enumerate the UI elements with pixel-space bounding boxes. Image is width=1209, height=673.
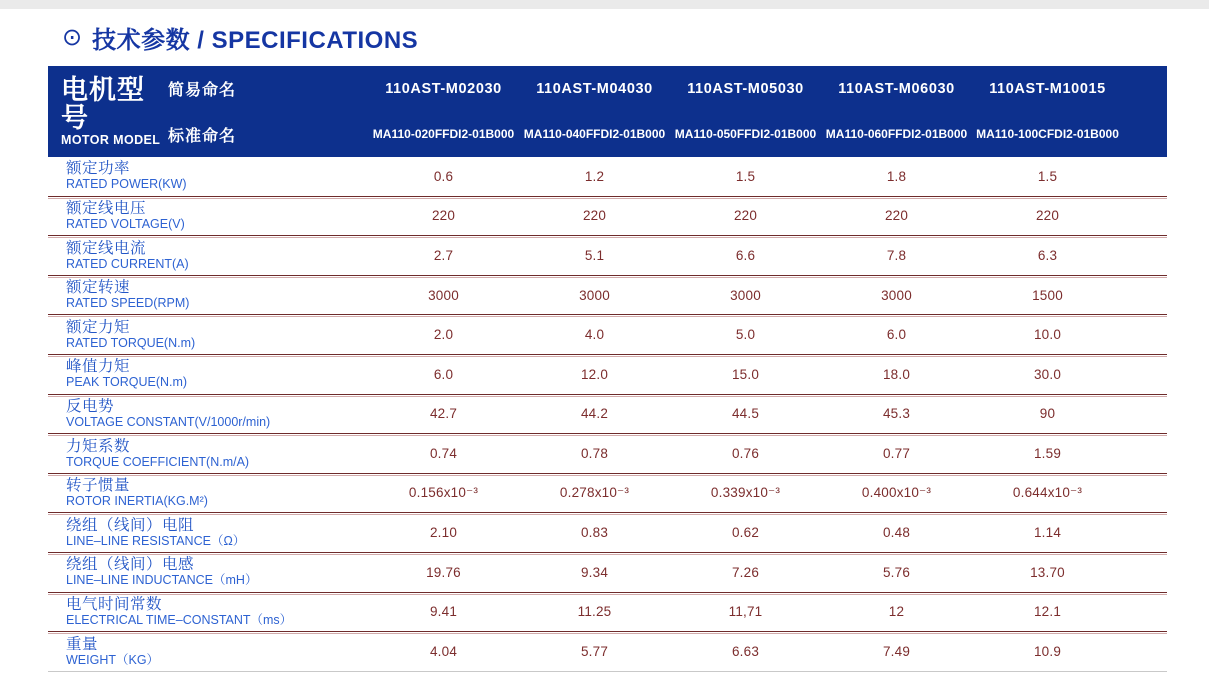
cell-value: 6.6 bbox=[735, 247, 756, 263]
cell-value: 0.48 bbox=[882, 525, 911, 541]
param-name-cn: 额定功率 bbox=[66, 160, 131, 178]
table-row-rotor-inertia bbox=[48, 474, 1167, 514]
cell-value: 7.49 bbox=[882, 643, 911, 659]
cell-value: 0.77 bbox=[882, 445, 911, 461]
table-row-line-inductance bbox=[48, 553, 1167, 593]
cell-value: 5.1 bbox=[584, 247, 605, 263]
model-standard-name: MA110-100CFDI2-01B000 bbox=[976, 127, 1119, 142]
row-label bbox=[48, 477, 368, 509]
table-row-torque-coefficient bbox=[48, 434, 1167, 474]
model-simple-name: 110AST-M10015 bbox=[989, 80, 1106, 97]
param-name-en: VOLTAGE CONSTANT(V/1000r/min) bbox=[66, 415, 271, 429]
param-name-cn: 峰值力矩 bbox=[66, 358, 131, 376]
cell-value: 5.0 bbox=[735, 327, 756, 343]
cell-value: 12.1 bbox=[1033, 604, 1062, 620]
row-label bbox=[48, 200, 368, 232]
cell-value: 220 bbox=[582, 208, 607, 224]
cell-value: 1.5 bbox=[1037, 168, 1058, 184]
param-name-cn: 电气时间常数 bbox=[66, 595, 163, 613]
table-row-rated-current bbox=[48, 236, 1167, 276]
motor-model-header-cell bbox=[48, 66, 168, 157]
cell-value: 6.0 bbox=[886, 327, 907, 343]
param-name-en: RATED CURRENT(A) bbox=[66, 256, 189, 271]
model-simple-name: 110AST-M02030 bbox=[385, 80, 502, 97]
model-standard-name: MA110-060FFDI2-01B000 bbox=[825, 127, 968, 142]
cell-value: 3000 bbox=[428, 287, 459, 303]
model-standard-name: MA110-020FFDI2-01B000 bbox=[372, 127, 515, 142]
cell-value: 220 bbox=[884, 208, 909, 224]
motor-model-label-en: MOTOR MODEL bbox=[61, 133, 161, 148]
row-label bbox=[48, 279, 368, 311]
cell-value: 2.0 bbox=[433, 327, 454, 343]
cell-value: 2.10 bbox=[429, 525, 458, 541]
table-row-line-resistance bbox=[48, 513, 1167, 553]
page-title: 技术参数 / SPECIFICATIONS bbox=[92, 27, 419, 54]
model-standard-name: MA110-050FFDI2-01B000 bbox=[674, 127, 817, 142]
cell-value: 42.7 bbox=[429, 406, 458, 422]
param-name-cn: 额定线电压 bbox=[66, 199, 147, 217]
cell-value: 0.6 bbox=[433, 168, 454, 184]
row-label bbox=[48, 319, 368, 351]
cell-value: 0.76 bbox=[731, 445, 760, 461]
table-row-electrical-time-constant bbox=[48, 593, 1167, 633]
table-row-weight bbox=[48, 632, 1167, 672]
cell-value: 5.77 bbox=[580, 643, 609, 659]
table-header bbox=[48, 66, 1167, 157]
param-name-cn: 重量 bbox=[66, 635, 99, 653]
cell-value: 6.3 bbox=[1037, 247, 1058, 263]
cell-value: 0.156x10⁻³ bbox=[408, 485, 479, 501]
cell-value: 18.0 bbox=[882, 366, 911, 382]
cell-value: 0.74 bbox=[429, 445, 458, 461]
table-row-voltage-constant bbox=[48, 395, 1167, 435]
cell-value: 0.78 bbox=[580, 445, 609, 461]
param-name-en: PEAK TORQUE(N.m) bbox=[66, 375, 188, 390]
param-name-cn: 力矩系数 bbox=[66, 437, 131, 455]
param-name-cn: 额定转速 bbox=[66, 279, 131, 297]
table-row-rated-speed bbox=[48, 276, 1167, 316]
param-name-cn: 绕组（线间）电阻 bbox=[66, 516, 195, 534]
row-label bbox=[48, 240, 368, 272]
param-name-en: RATED VOLTAGE(V) bbox=[66, 217, 185, 232]
cell-value: 19.76 bbox=[426, 564, 461, 580]
row-label bbox=[48, 636, 368, 668]
cell-value: 0.339x10⁻³ bbox=[710, 485, 781, 501]
cell-value: 1.8 bbox=[886, 168, 907, 184]
cell-value: 15.0 bbox=[731, 366, 760, 382]
row-label bbox=[48, 556, 368, 588]
param-name-cn: 额定力矩 bbox=[66, 318, 131, 336]
cell-value: 12.0 bbox=[580, 366, 609, 382]
cell-value: 90 bbox=[1039, 406, 1056, 422]
row-label bbox=[48, 160, 368, 192]
cell-value: 9.34 bbox=[580, 564, 609, 580]
param-name-en: LINE–LINE RESISTANCE（Ω） bbox=[66, 533, 246, 548]
row-label bbox=[48, 438, 368, 470]
cell-value: 1.2 bbox=[584, 168, 605, 184]
cell-value: 45.3 bbox=[882, 406, 911, 422]
cell-value: 0.83 bbox=[580, 525, 609, 541]
bullseye-icon: ⊙ bbox=[62, 23, 83, 51]
model-simple-name: 110AST-M06030 bbox=[838, 80, 955, 97]
cell-value: 1.5 bbox=[735, 168, 756, 184]
table-row-rated-power bbox=[48, 157, 1167, 197]
cell-value: 7.8 bbox=[886, 247, 907, 263]
param-name-en: RATED TORQUE(N.m) bbox=[66, 335, 196, 350]
param-name-en: RATED SPEED(RPM) bbox=[66, 296, 190, 311]
param-name-en: ROTOR INERTIA(KG.M²) bbox=[66, 494, 208, 509]
cell-value: 11,71 bbox=[728, 604, 763, 620]
param-name-cn: 绕组（线间）电感 bbox=[66, 556, 195, 574]
param-name-cn: 额定线电流 bbox=[66, 239, 147, 257]
table-row-rated-voltage bbox=[48, 197, 1167, 237]
cell-value: 220 bbox=[733, 208, 758, 224]
cell-value: 0.278x10⁻³ bbox=[559, 485, 630, 501]
cell-value: 10.0 bbox=[1033, 327, 1062, 343]
cell-value: 220 bbox=[431, 208, 456, 224]
model-simple-name: 110AST-M04030 bbox=[536, 80, 653, 97]
param-name-cn: 反电势 bbox=[66, 397, 115, 415]
param-name-en: WEIGHT（KG） bbox=[66, 652, 160, 667]
cell-value: 30.0 bbox=[1033, 366, 1062, 382]
model-simple-name: 110AST-M05030 bbox=[687, 80, 804, 97]
param-name-cn: 转子惯量 bbox=[66, 477, 131, 495]
row-label bbox=[48, 358, 368, 390]
cell-value: 0.62 bbox=[731, 525, 760, 541]
cell-value: 0.400x10⁻³ bbox=[861, 485, 932, 501]
cell-value: 11.25 bbox=[577, 604, 612, 620]
cell-value: 1500 bbox=[1032, 287, 1063, 303]
param-name-en: TORQUE COEFFICIENT(N.m/A) bbox=[66, 454, 250, 469]
cell-value: 44.5 bbox=[731, 406, 760, 422]
cell-value: 5.76 bbox=[882, 564, 911, 580]
param-name-en: LINE–LINE INDUCTANCE（mH） bbox=[66, 573, 258, 588]
table-row-peak-torque bbox=[48, 355, 1167, 395]
cell-value: 7.26 bbox=[731, 564, 760, 580]
cell-value: 4.0 bbox=[584, 327, 605, 343]
section-title bbox=[62, 20, 418, 55]
cell-value: 0.644x10⁻³ bbox=[1012, 485, 1083, 501]
table-body bbox=[48, 157, 1167, 672]
specifications-table bbox=[48, 66, 1167, 672]
page-top-strip bbox=[0, 0, 1209, 9]
cell-value: 1.59 bbox=[1033, 445, 1062, 461]
simple-name-label: 简易命名 bbox=[168, 82, 237, 100]
cell-value: 9.41 bbox=[429, 604, 458, 620]
cell-value: 6.0 bbox=[433, 366, 454, 382]
model-standard-name: MA110-040FFDI2-01B000 bbox=[523, 127, 666, 142]
cell-value: 3000 bbox=[881, 287, 912, 303]
cell-value: 2.7 bbox=[433, 247, 454, 263]
cell-value: 13.70 bbox=[1030, 564, 1065, 580]
cell-value: 12 bbox=[888, 604, 905, 620]
param-name-en: ELECTRICAL TIME–CONSTANT（ms） bbox=[66, 612, 293, 627]
cell-value: 3000 bbox=[579, 287, 610, 303]
motor-model-label-cn: 电机型号 bbox=[61, 74, 145, 133]
cell-value: 220 bbox=[1035, 208, 1060, 224]
standard-name-label: 标准命名 bbox=[168, 127, 237, 145]
cell-value: 3000 bbox=[730, 287, 761, 303]
cell-value: 44.2 bbox=[580, 406, 609, 422]
param-name-en: RATED POWER(KW) bbox=[66, 177, 187, 192]
cell-value: 6.63 bbox=[731, 643, 760, 659]
row-label bbox=[48, 398, 368, 430]
table-row-rated-torque bbox=[48, 315, 1167, 355]
cell-value: 4.04 bbox=[429, 643, 458, 659]
cell-value: 10.9 bbox=[1033, 643, 1062, 659]
row-label bbox=[48, 517, 368, 549]
row-label bbox=[48, 596, 368, 628]
cell-value: 1.14 bbox=[1033, 525, 1062, 541]
